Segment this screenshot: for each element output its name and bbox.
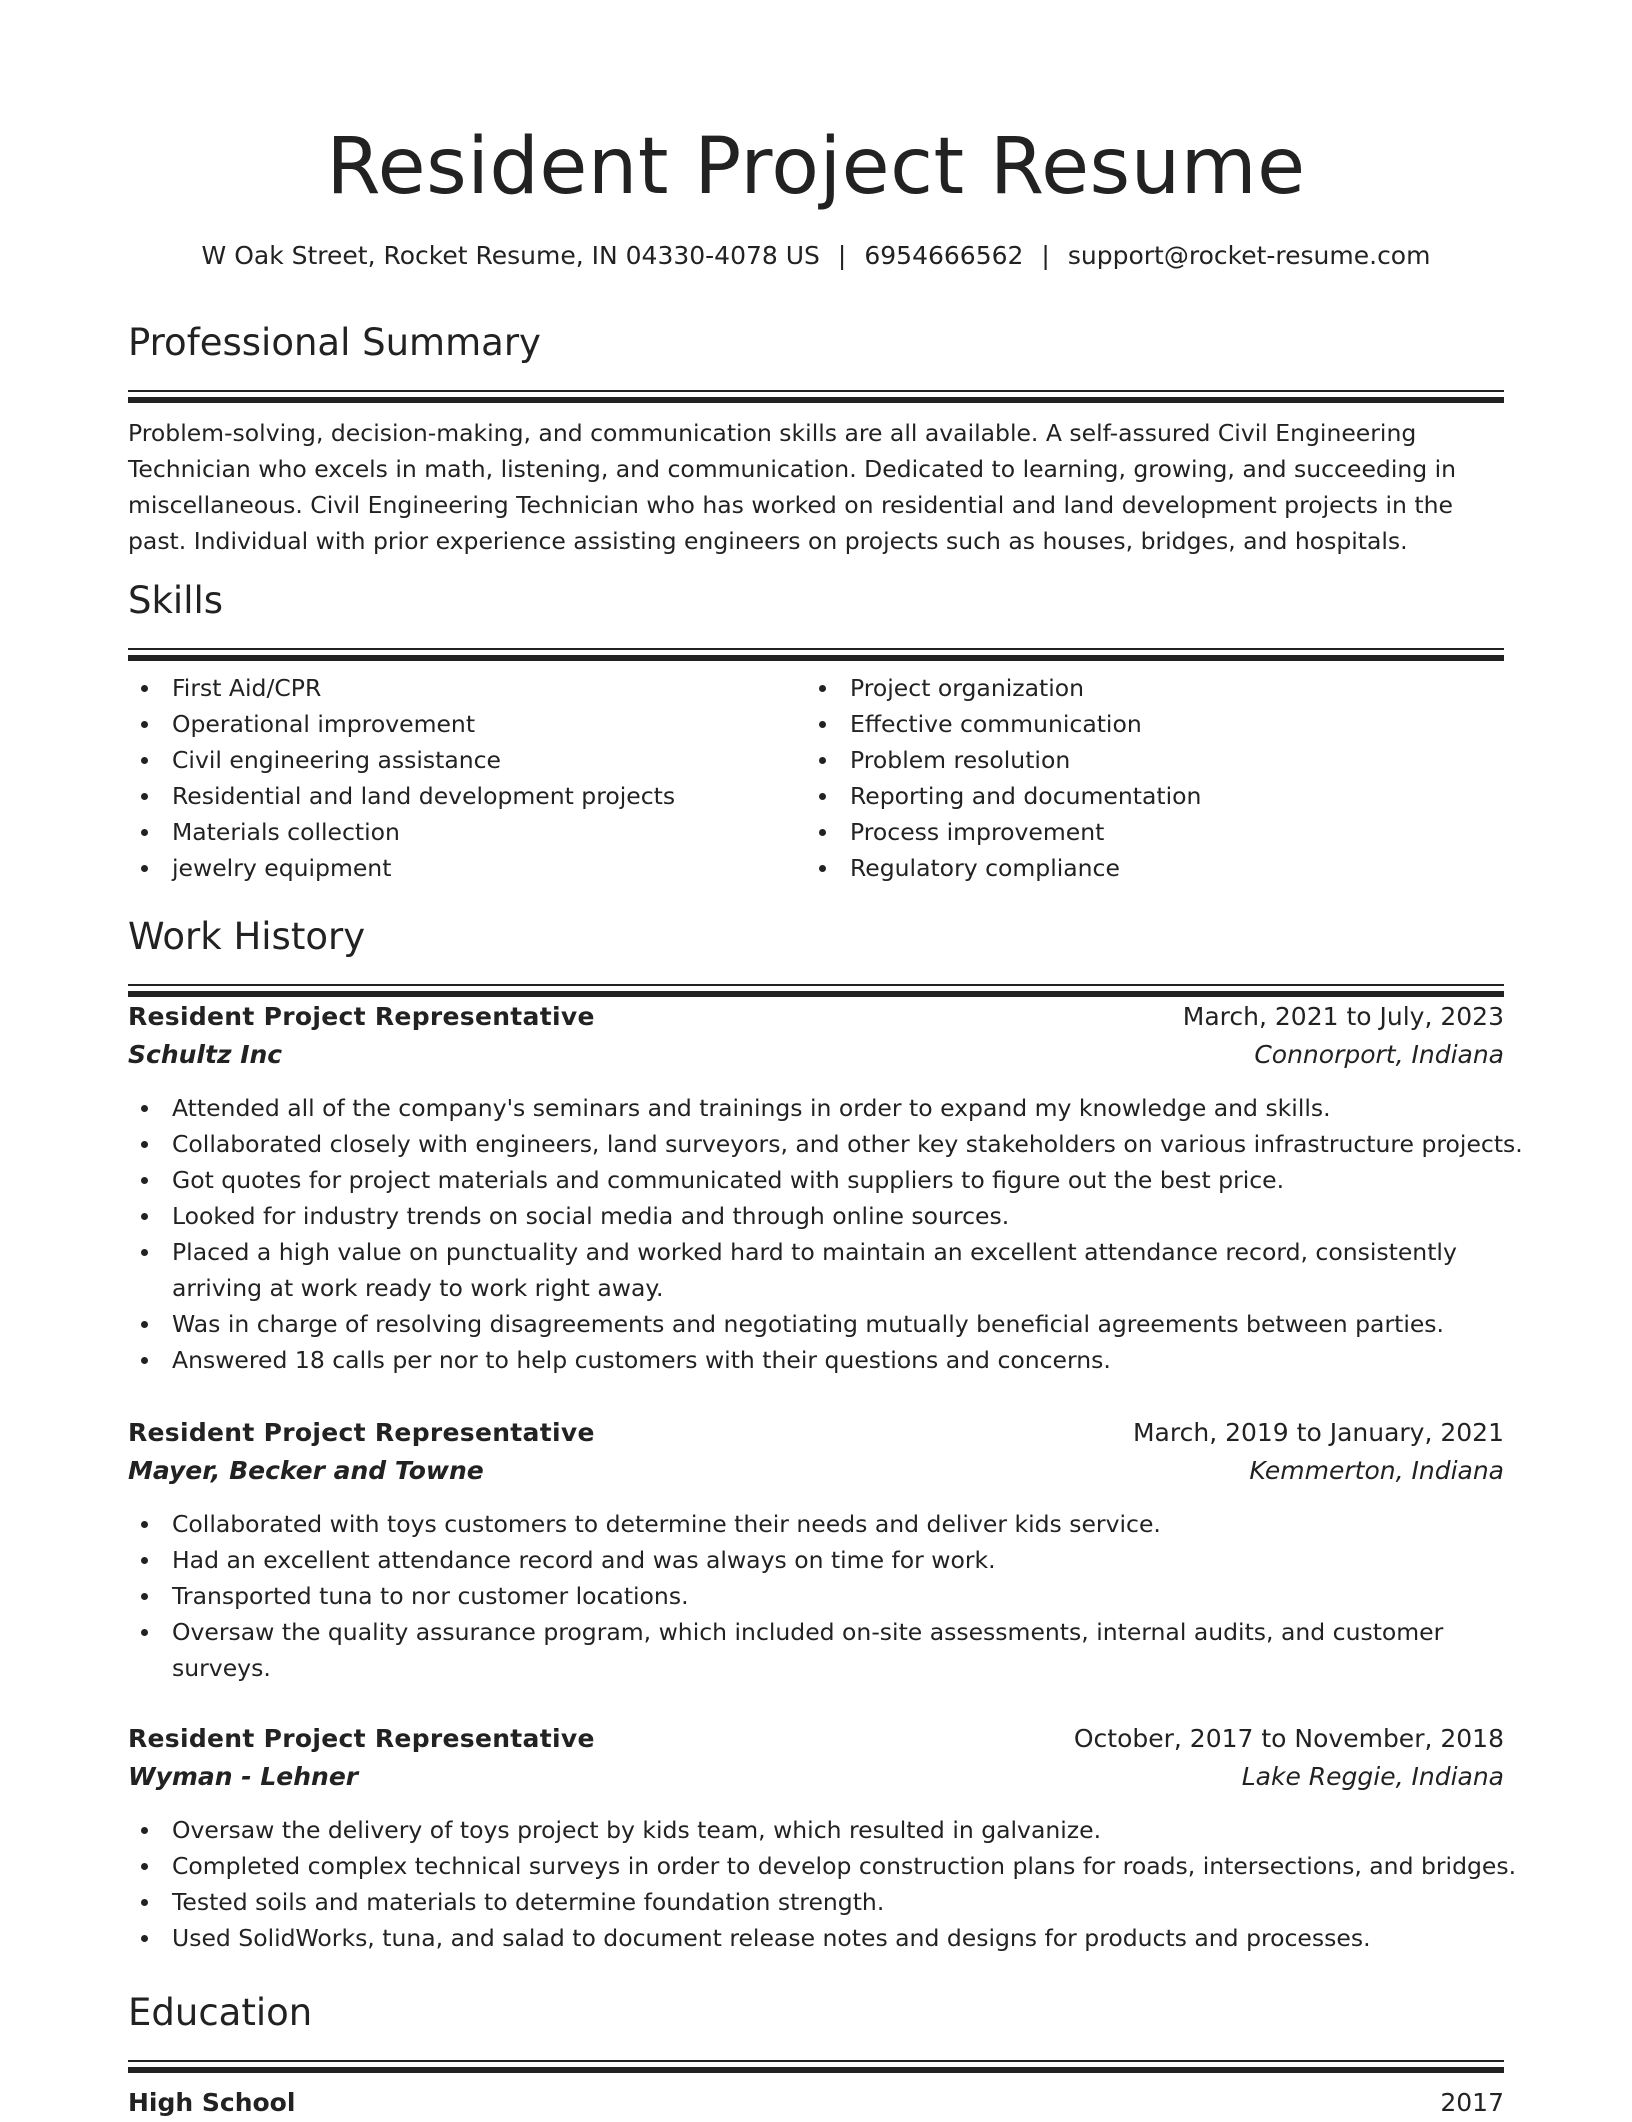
- job-location: Kemmerton, Indiana: [1249, 1456, 1504, 1485]
- contact-phone: 6954666562: [864, 241, 1024, 270]
- contact-separator: |: [837, 241, 847, 270]
- resume-title: Resident Project Resume: [326, 122, 1306, 212]
- job-entry: [128, 998, 1523, 1378]
- education-row: [128, 2084, 1504, 2122]
- skills-columns: [128, 670, 1504, 886]
- job-bullet: Answered 18 calls per nor to help customers with their questions and concerns.: [128, 1342, 1504, 1378]
- section-divider: [128, 390, 1504, 402]
- education-section: [128, 1988, 1504, 2122]
- skill-item: Project organization: [806, 670, 1484, 706]
- job-title: Resident Project Representative: [128, 1002, 595, 1031]
- job-entry: [128, 1720, 1517, 1956]
- job-company: Wyman - Lehner: [128, 1762, 359, 1791]
- contact-separator: |: [1041, 241, 1050, 270]
- skill-item: Process improvement: [806, 814, 1484, 850]
- job-location: Connorport, Indiana: [1254, 1040, 1504, 1069]
- job-bullet: Oversaw the delivery of toys project by kids team, which resulted in galvanize.: [128, 1812, 1504, 1848]
- job-company-row: [128, 1452, 1504, 1490]
- skill-item: First Aid/CPR: [128, 670, 806, 706]
- job-bullets: [128, 1090, 1523, 1378]
- job-bullet: Was in charge of resolving disagreements and negotiating mutually beneficial agreements between parties.: [128, 1306, 1504, 1342]
- job-bullet: Collaborated with toys customers to determine their needs and deliver kids service.: [128, 1506, 1504, 1542]
- job-title: Resident Project Representative: [128, 1418, 595, 1447]
- job-entry: [128, 1414, 1504, 1686]
- skill-item: Materials collection: [128, 814, 806, 850]
- contact-line: [128, 236, 1504, 276]
- job-bullet: Had an excellent attendance record and was always on time for work.: [128, 1542, 1504, 1578]
- job-header-row: [128, 1414, 1504, 1452]
- skills-list-left: [128, 670, 806, 886]
- job-header-row: [128, 1720, 1504, 1758]
- skills-heading: Skills: [128, 579, 224, 622]
- work-heading: Work History: [128, 915, 366, 958]
- skill-item: Operational improvement: [128, 706, 806, 742]
- job-bullet: Placed a high value on punctuality and worked hard to maintain an excellent attendance record, consistently arriving at work ready to work right away.: [128, 1234, 1504, 1306]
- skills-section: [128, 576, 1504, 886]
- job-bullet: Oversaw the quality assurance program, which included on-site assessments, internal audits, and customer surveys.: [128, 1614, 1504, 1686]
- job-company-row: [128, 1758, 1504, 1796]
- job-bullet: Used SolidWorks, tuna, and salad to document release notes and designs for products and processes.: [128, 1920, 1504, 1956]
- job-company: Mayer, Becker and Towne: [128, 1456, 484, 1485]
- contact-address: W Oak Street, Rocket Resume, IN 04330-4078 US: [201, 241, 820, 270]
- summary-heading: Professional Summary: [128, 321, 541, 364]
- job-dates: March, 2021 to July, 2023: [1182, 1002, 1504, 1031]
- contact-email: support@rocket-resume.com: [1067, 241, 1431, 270]
- skill-item: Residential and land development projects: [128, 778, 806, 814]
- job-bullet: Tested soils and materials to determine foundation strength.: [128, 1884, 1504, 1920]
- job-dates: October, 2017 to November, 2018: [1073, 1724, 1504, 1753]
- job-dates: March, 2019 to January, 2021: [1132, 1418, 1504, 1447]
- job-location: Lake Reggie, Indiana: [1241, 1762, 1504, 1791]
- section-divider: [128, 2060, 1504, 2072]
- skill-item: Reporting and documentation: [806, 778, 1484, 814]
- job-title: Resident Project Representative: [128, 1724, 595, 1753]
- section-divider: [128, 984, 1504, 996]
- education-year: 2017: [1440, 2088, 1504, 2117]
- job-bullet: Transported tuna to nor customer locations.: [128, 1578, 1504, 1614]
- skills-list-right: [806, 670, 1484, 886]
- job-bullet: Got quotes for project materials and communicated with suppliers to figure out the best price.: [128, 1162, 1504, 1198]
- skill-item: Civil engineering assistance: [128, 742, 806, 778]
- section-divider: [128, 648, 1504, 660]
- work-section: [128, 912, 1504, 996]
- job-bullet: Attended all of the company's seminars and trainings in order to expand my knowledge and skills.: [128, 1090, 1504, 1126]
- job-company-row: [128, 1036, 1504, 1074]
- education-heading: Education: [128, 1991, 313, 2034]
- skill-item: Regulatory compliance: [806, 850, 1484, 886]
- job-bullets: [128, 1812, 1517, 1956]
- job-bullet: Completed complex technical surveys in order to develop construction plans for roads, intersections, and bridges.: [128, 1848, 1504, 1884]
- job-bullet: Collaborated closely with engineers, land surveyors, and other key stakeholders on various infrastructure projects.: [128, 1126, 1504, 1162]
- summary-section: [128, 318, 1504, 559]
- job-bullets: [128, 1506, 1504, 1686]
- job-bullet: Looked for industry trends on social media and through online sources.: [128, 1198, 1504, 1234]
- education-school: High School: [128, 2088, 296, 2117]
- job-header-row: [128, 998, 1504, 1036]
- skill-item: jewelry equipment: [128, 850, 806, 886]
- job-company: Schultz Inc: [128, 1040, 283, 1069]
- skill-item: Problem resolution: [806, 742, 1484, 778]
- skill-item: Effective communication: [806, 706, 1484, 742]
- summary-text: Problem-solving, decision-making, and communication skills are all available. A self-assured Civil Engineering Technician who excels in math, listening, and communication. Dedicated to learning, growing, and succeeding in miscellaneous. Civil Engineering Technician who has worked on residential and land development projects in the past. Individual with prior experience assisting engineers on projects such as houses, bridges, and hospitals.: [128, 419, 1457, 555]
